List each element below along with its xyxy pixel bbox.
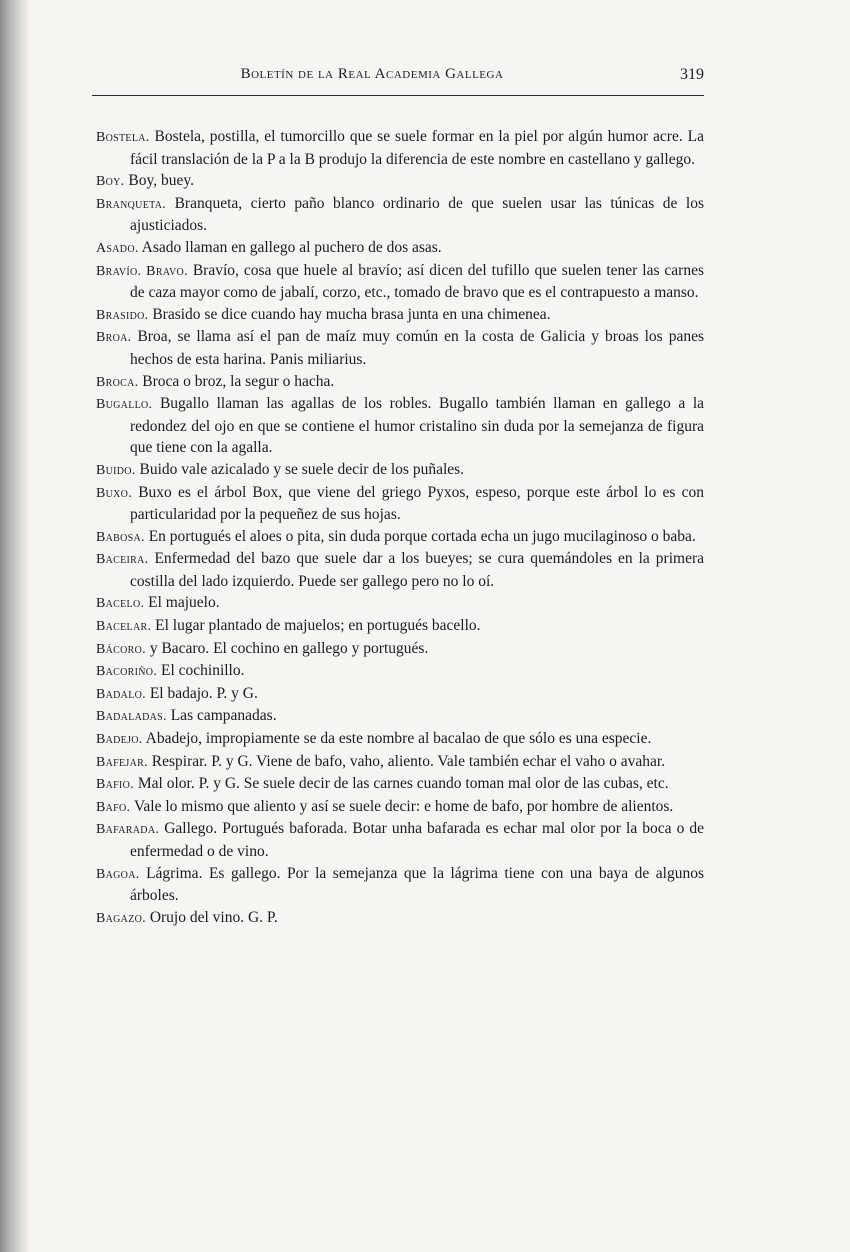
entry-text: En portugués el aloes o pita, sin duda porque cortada echa un jugo mucilaginoso o baba. <box>148 527 696 545</box>
entry-term: Bafio. <box>96 777 134 793</box>
entry-term: Asado. <box>96 240 139 256</box>
glossary-entry <box>96 304 704 327</box>
entry-text: Broca o broz, la segur o hacha. <box>142 372 335 390</box>
entry-term: Boy. <box>96 174 125 190</box>
entry-term: Bacoriño. <box>96 664 158 680</box>
glossary-entry <box>96 592 704 615</box>
header-rule <box>92 95 704 96</box>
entry-text: El cochinillo. <box>160 662 245 680</box>
glossary-entry <box>96 751 704 774</box>
glossary-entry <box>96 683 704 706</box>
journal-title: Boletín de la Real Academia Gallega <box>240 66 504 82</box>
entry-text: y Bacaro. El cochino en gallego y portugués. <box>149 639 429 657</box>
glossary-entry <box>96 638 704 661</box>
entry-term: Bafejar. <box>96 754 148 770</box>
entry-term: Bostela. <box>96 130 150 145</box>
entry-text: Bravío, cosa que huele al bravío; así dicen del tufillo que suelen tener las carnes de caza mayor como de jabalí, corzo, etc., tomado de bravo que es el contrapuesto a manso. <box>130 261 705 302</box>
entry-term: Baceira. <box>96 552 149 568</box>
entry-text: El badajo. P. y G. <box>149 684 258 702</box>
entry-text: Gallego. Portugués baforada. Botar unha bafarada es echar mal olor por la boca o de enfermedad o de vino. <box>130 820 704 860</box>
entry-term: Bacelo. <box>96 596 145 612</box>
glossary-entry <box>96 728 704 751</box>
glossary-entry <box>96 907 704 930</box>
glossary-entry <box>96 796 704 819</box>
glossary-entry <box>96 459 704 482</box>
entry-text: Bostela, postilla, el tumorcillo que se suele formar en la piel por algún humor acre. La fácil translación de la P a la B produjo la diferencia de este nombre en castellano y gallego. <box>130 128 704 168</box>
entry-term: Badaladas. <box>96 709 167 725</box>
entry-term: Broca. <box>96 374 139 390</box>
glossary-entry <box>96 818 704 862</box>
entry-term: Bacelar. <box>96 619 152 635</box>
glossary-entry <box>96 126 704 170</box>
entry-text: Buido vale azicalado y se suele decir de los puñales. <box>139 460 465 478</box>
entry-text: Lágrima. Es gallego. Por la semejanza que la lágrima tiene con una baya de algunos árboles. <box>130 864 704 905</box>
entry-text: Boy, buey. <box>128 172 194 190</box>
entry-term: Bagoa. <box>96 866 140 882</box>
glossary-entry <box>96 237 704 260</box>
entry-term: Babosa. <box>96 529 145 545</box>
entry-text: Orujo del vino. G. P. <box>149 908 278 926</box>
entry-text: Respirar. P. y G. Viene de bafo, vaho, aliento. Vale también echar el vaho o avahar. <box>151 752 666 770</box>
book-spine-shadow <box>0 0 30 1252</box>
entry-term: Bafo. <box>96 799 131 815</box>
glossary-entry <box>96 615 704 638</box>
glossary-entry <box>96 863 704 907</box>
entry-text: Mal olor. P. y G. Se suele decir de las carnes cuando toman mal olor de las cubas, etc. <box>137 775 669 793</box>
entry-text: Abadejo, impropiamente se da este nombre al bacalao de que sólo es una especie. <box>145 730 652 748</box>
entry-term: Brasido. <box>96 307 149 323</box>
entry-term: Badejo. <box>96 732 143 748</box>
glossary-entry <box>96 260 704 304</box>
entry-term: Badalo. <box>96 686 146 702</box>
entry-term: Bácoro. <box>96 641 146 657</box>
glossary-entry <box>96 371 704 394</box>
entry-term: Bafarada. <box>96 822 160 838</box>
glossary-entry <box>96 548 704 592</box>
entry-text: Branqueta, cierto paño blanco ordinario de que suelen usar las túnicas de los ajusticiados. <box>130 194 705 235</box>
entry-text: Las campanadas. <box>170 707 277 725</box>
entry-text: Brasido se dice cuando hay mucha brasa junta en una chimenea. <box>152 305 551 323</box>
glossary-entry <box>96 193 704 237</box>
entry-text: Vale lo mismo que aliento y así se suele decir: e home de bafo, por hombre de alientos. <box>133 797 674 815</box>
glossary-entry <box>96 393 704 459</box>
entry-term: Bagazo. <box>96 910 146 926</box>
glossary-entry <box>96 326 704 370</box>
glossary-entry <box>96 482 704 526</box>
glossary-entries <box>96 126 704 929</box>
entry-term: Buxo. <box>96 485 133 501</box>
entry-text: El majuelo. <box>148 594 220 612</box>
entry-term: Bugallo. <box>96 397 153 413</box>
glossary-entry <box>96 660 704 683</box>
entry-term: Broa. <box>96 330 132 346</box>
running-header <box>92 64 704 94</box>
entry-text: Buxo es el árbol Box, que viene del griego Pyxos, espeso, porque este árbol lo es con particularidad por la pequeñez de sus hojas. <box>130 483 705 524</box>
entry-term: Buido. <box>96 462 136 478</box>
entry-text: Broa, se llama así el pan de maíz muy común en la costa de Galicia y broas los panes hechos de esta harina. Panis miliarius. <box>130 328 705 368</box>
glossary-entry <box>96 170 704 193</box>
page-number: 319 <box>680 66 704 83</box>
entry-term: Bravío. Bravo. <box>96 263 188 279</box>
entry-text: Bugallo llaman las agallas de los robles. Bugallo también llaman en gallego a la redondez del ojo en que se contiene el humor cristalino sin duda por la semejanza de figura que tiene con la agalla. <box>130 395 704 457</box>
glossary-entry <box>96 705 704 728</box>
glossary-entry <box>96 773 704 796</box>
entry-text: Asado llaman en gallego al puchero de dos asas. <box>141 238 442 256</box>
entry-term: Branqueta. <box>96 196 167 212</box>
glossary-entry <box>96 526 704 549</box>
entry-text: El lugar plantado de majuelos; en portugués bacello. <box>155 617 481 635</box>
entry-text: Enfermedad del bazo que suele dar a los bueyes; se cura quemándoles en la primera costilla del lado izquierdo. Puede ser gallego pero no lo oí. <box>130 550 704 590</box>
